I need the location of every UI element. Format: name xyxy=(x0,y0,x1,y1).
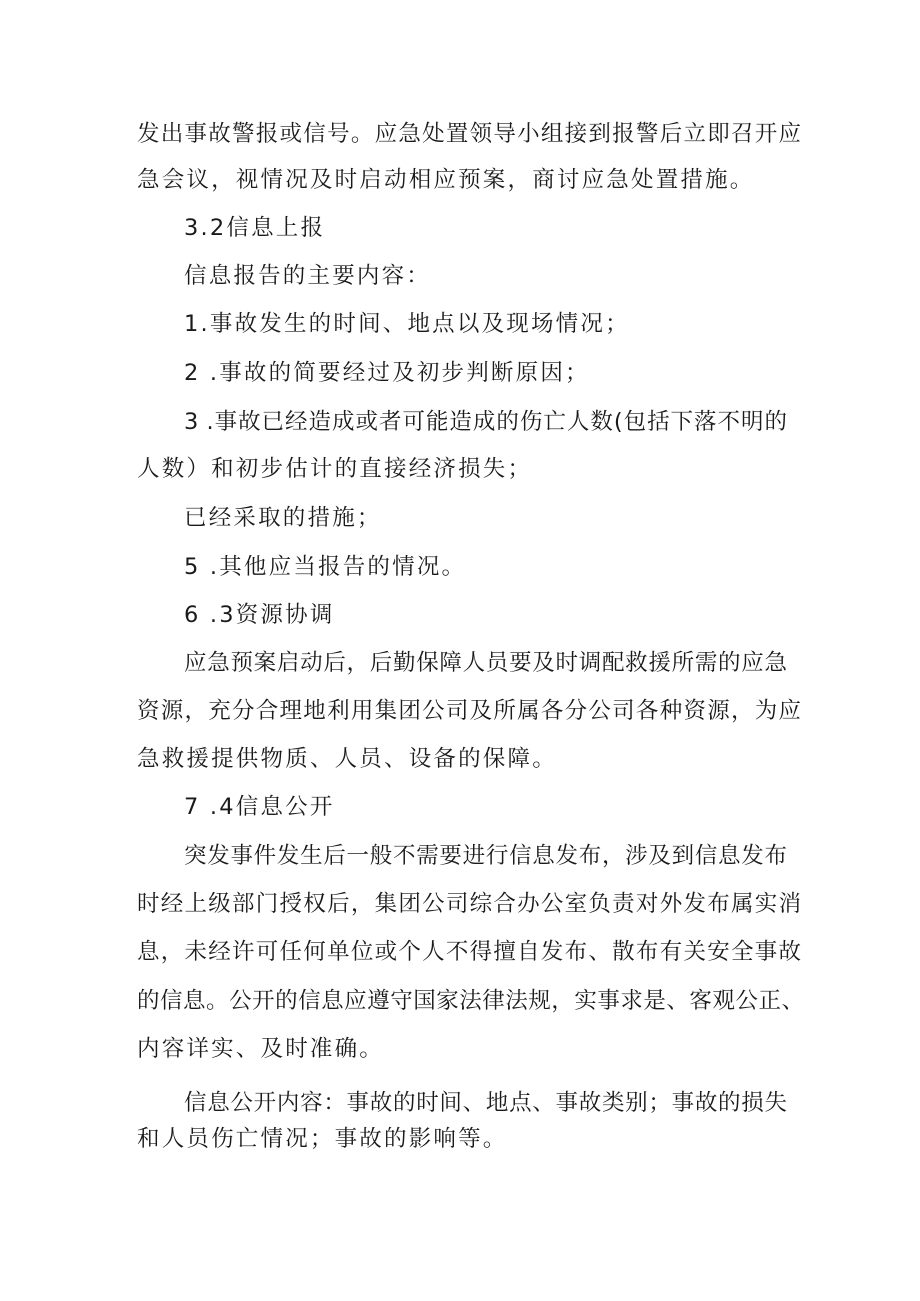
paragraph-line: 内容详实、及时准确。 xyxy=(137,1036,385,1062)
paragraph-line: 应急预案启动后，后勤保障人员要及时调配救援所需的应急 xyxy=(184,650,787,676)
paragraph-line: 和人员伤亡情况；事故的影响等。 xyxy=(137,1126,508,1152)
list-item: 5 .其他应当报告的情况。 xyxy=(184,554,467,580)
list-item: 已经采取的措施； xyxy=(184,505,382,531)
paragraph-line: 的信息。公开的信息应遵守国家法律法规，实事求是、客观公正、 xyxy=(137,988,804,1014)
section-heading: 3.2信息上报 xyxy=(184,215,326,241)
section-heading: 6 .3资源协调 xyxy=(184,602,335,628)
list-item-continuation: 人数）和初步估计的直接经济损失； xyxy=(137,456,533,482)
list-item: 1.事故发生的时间、地点以及现场情况； xyxy=(184,311,630,337)
section-heading: 7 .4信息公开 xyxy=(184,794,335,820)
paragraph-line: 信息报告的主要内容： xyxy=(184,263,432,289)
paragraph-line: 息，未经许可任何单位或个人不得擅自发布、散布有关安全事故 xyxy=(137,939,801,965)
paragraph-line: 信息公开内容：事故的时间、地点、事故类别；事故的损失 xyxy=(184,1090,787,1116)
paragraph-line: 资源，充分合理地利用集团公司及所属各分公司各种资源，为应 xyxy=(137,698,801,724)
paragraph-line: 时经上级部门授权后，集团公司综合办公室负责对外发布属实消 xyxy=(137,891,801,917)
list-item: 3 .事故已经造成或者可能造成的伤亡人数(包括下落不明的 xyxy=(184,409,787,435)
paragraph-line: 突发事件发生后一般不需要进行信息发布，涉及到信息发布 xyxy=(184,843,787,869)
paragraph-line: 急会议，视情况及时启动相应预案，商讨应急处置措施。 xyxy=(137,167,755,193)
list-item: 2 .事故的简要经过及初步判断原因； xyxy=(184,360,590,386)
paragraph-line: 急救援提供物质、人员、设备的保障。 xyxy=(137,746,557,772)
paragraph-line: 发出事故警报或信号。应急处置领导小组接到报警后立即召开应 xyxy=(137,121,801,147)
